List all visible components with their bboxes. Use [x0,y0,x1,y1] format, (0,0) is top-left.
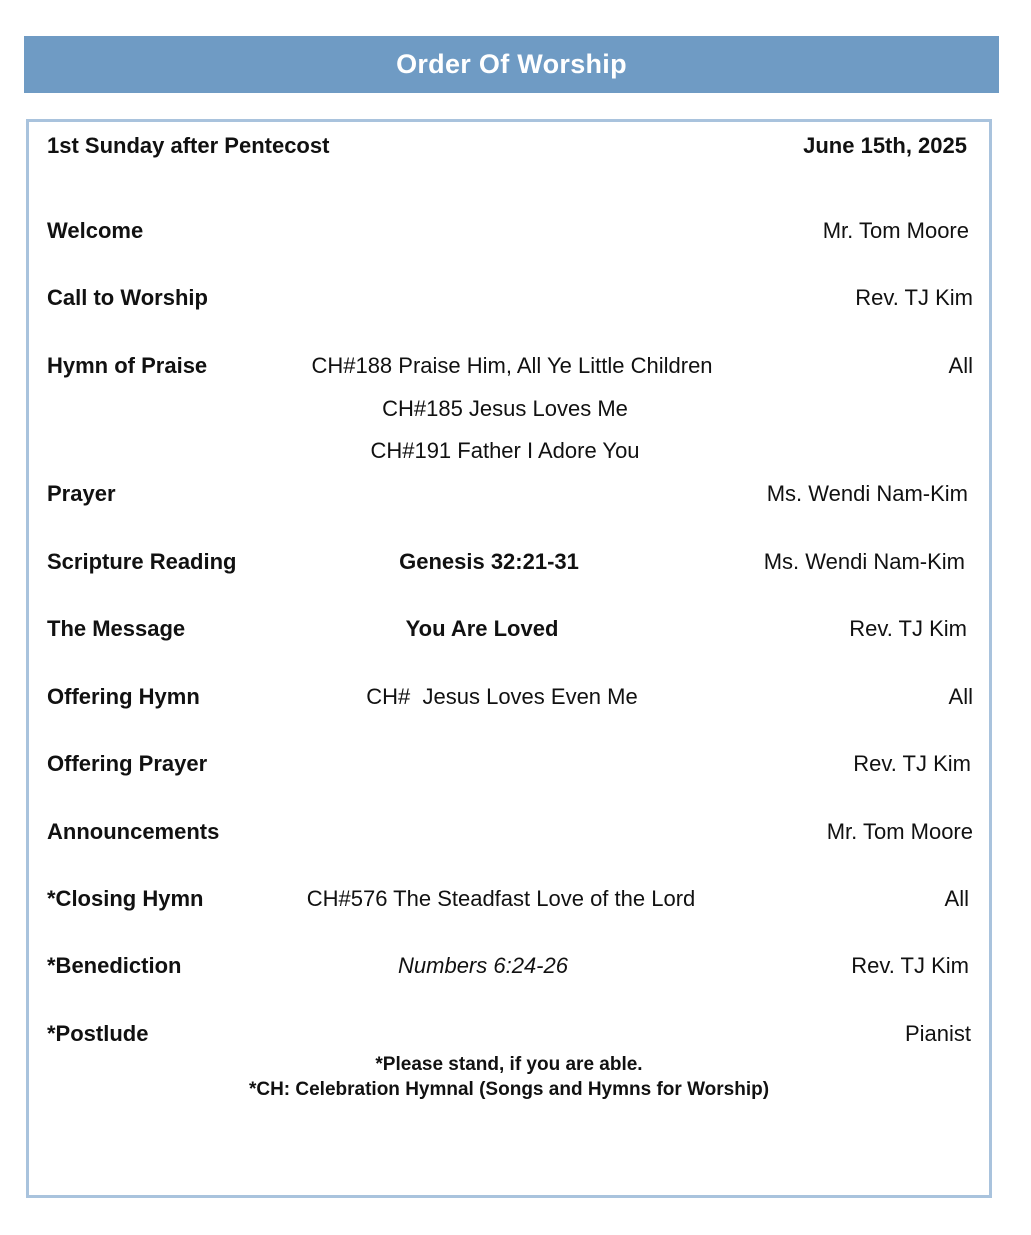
item-part-prayer: Prayer [47,481,116,506]
item-part-benediction: *Benediction [47,953,182,978]
item-detail-closing-hymn: CH#576 The Steadfast Love of the Lord [306,886,696,911]
item-part-scripture-reading: Scripture Reading [47,549,237,574]
occasion-label: 1st Sunday after Pentecost [47,133,330,158]
program-frame [26,119,992,1198]
note-hymnal: *CH: Celebration Hymnal (Songs and Hymns for Worship) [248,1079,770,1100]
item-leader-prayer: Ms. Wendi Nam-Kim [766,481,968,506]
item-detail-hymn-188: CH#188 Praise Him, All Ye Little Children [311,353,713,378]
item-part-offering-hymn: Offering Hymn [47,684,200,709]
item-part-the-message: The Message [47,616,186,641]
item-detail-scripture: Genesis 32:21-31 [399,549,579,574]
item-leader-call-to-worship: Rev. TJ Kim [855,285,973,310]
service-date: June 15th, 2025 [803,133,967,158]
item-detail-sermon-title: You Are Loved [405,616,559,641]
page-title: Order Of Worship [24,36,999,93]
item-detail-offering-hymn: CH# Jesus Loves Even Me [366,684,638,709]
item-part-call-to-worship: Call to Worship [47,285,208,310]
item-leader-offering-prayer: Rev. TJ Kim [853,751,971,776]
item-part-welcome: Welcome [47,218,144,243]
item-part-hymn-of-praise: Hymn of Praise [47,353,208,378]
item-leader-offering-hymn: All [948,684,973,709]
item-detail-benediction: Numbers 6:24-26 [398,953,568,978]
item-leader-scripture-reading: Ms. Wendi Nam-Kim [763,549,965,574]
item-detail-hymn-191: CH#191 Father I Adore You [370,438,640,463]
note-stand: *Please stand, if you are able. [375,1054,643,1075]
item-leader-welcome: Mr. Tom Moore [822,218,969,243]
item-part-offering-prayer: Offering Prayer [47,751,208,776]
item-leader-benediction: Rev. TJ Kim [851,953,969,978]
item-part-postlude: *Postlude [47,1021,149,1046]
item-leader-the-message: Rev. TJ Kim [849,616,967,641]
item-detail-hymn-185: CH#185 Jesus Loves Me [382,396,628,421]
item-leader-hymn-of-praise: All [948,353,973,378]
item-leader-closing-hymn: All [944,886,969,911]
item-part-announcements: Announcements [47,819,220,844]
item-leader-announcements: Mr. Tom Moore [826,819,973,844]
item-part-closing-hymn: *Closing Hymn [47,886,204,911]
item-leader-postlude: Pianist [904,1021,971,1046]
